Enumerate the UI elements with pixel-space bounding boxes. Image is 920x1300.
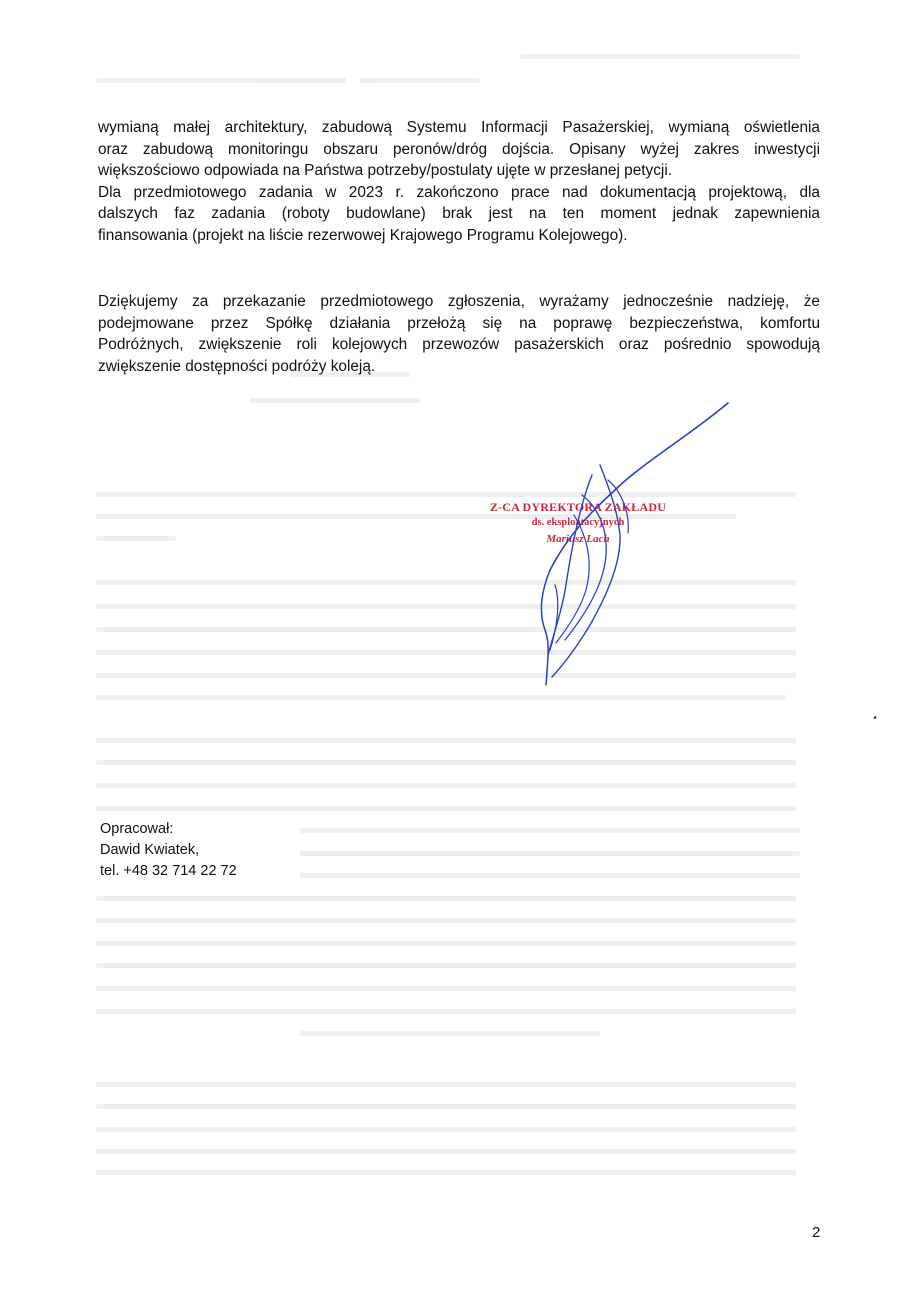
stamp-subtitle: ds. eksploatacyjnych bbox=[531, 517, 625, 528]
prepared-by-name: Dawid Kwiatek, bbox=[100, 842, 200, 858]
paragraph-line: wymianą małej architektury, zabudową Systemu Informacji Pasażerskiej, wymianą oświetlenia bbox=[98, 119, 820, 136]
prepared-by-phone: tel. +48 32 714 22 72 bbox=[100, 863, 237, 879]
paragraph-line: finansowania (projekt na liście rezerwowej Krajowego Programu Kolejowego). bbox=[98, 226, 628, 244]
paragraph-line: zwiększenie dostępności podróży koleją. bbox=[98, 357, 376, 375]
paragraph-line: Dziękujemy za przekazanie przedmiotowego zgłoszenia, wyrażamy jednocześnie nadzieję, że bbox=[98, 293, 820, 310]
paragraph-line: podejmowane przez Spółkę działania przełożą się na poprawę bezpieczeństwa, komfortu bbox=[98, 314, 820, 332]
prepared-by-block bbox=[100, 819, 237, 882]
paragraph-line: dalszych faz zadania (roboty budowlane) brak jest na ten moment jednak zapewnienia bbox=[98, 205, 820, 222]
stamp-name: Mariusz Lach bbox=[546, 533, 610, 545]
body-paragraph-investment-scope bbox=[98, 117, 820, 246]
handwritten-signature bbox=[520, 395, 750, 705]
stamp-title: Z-CA DYREKTORA ZAKŁADU bbox=[489, 500, 667, 514]
paragraph-line: Podróżnych, zwiększenie roli kolejowych przewozów pasażerskich oraz pośrednio spowodują bbox=[98, 336, 820, 353]
body-paragraph-thanks bbox=[98, 291, 820, 377]
page-number: 2 bbox=[812, 1224, 821, 1241]
prepared-by-label: Opracował: bbox=[100, 821, 174, 837]
paragraph-line: większościowo odpowiada na Państwa potrzeby/postulaty ujęte w przesłanej petycji. bbox=[98, 162, 673, 179]
paragraph-line: Dla przedmiotowego zadania w 2023 r. zakończono prace nad dokumentacją projektową, dla bbox=[98, 183, 820, 201]
paragraph-line: oraz zabudową monitoringu obszaru peronów/dróg dojścia. Opisany wyżej zakres inwestycji bbox=[98, 140, 820, 158]
